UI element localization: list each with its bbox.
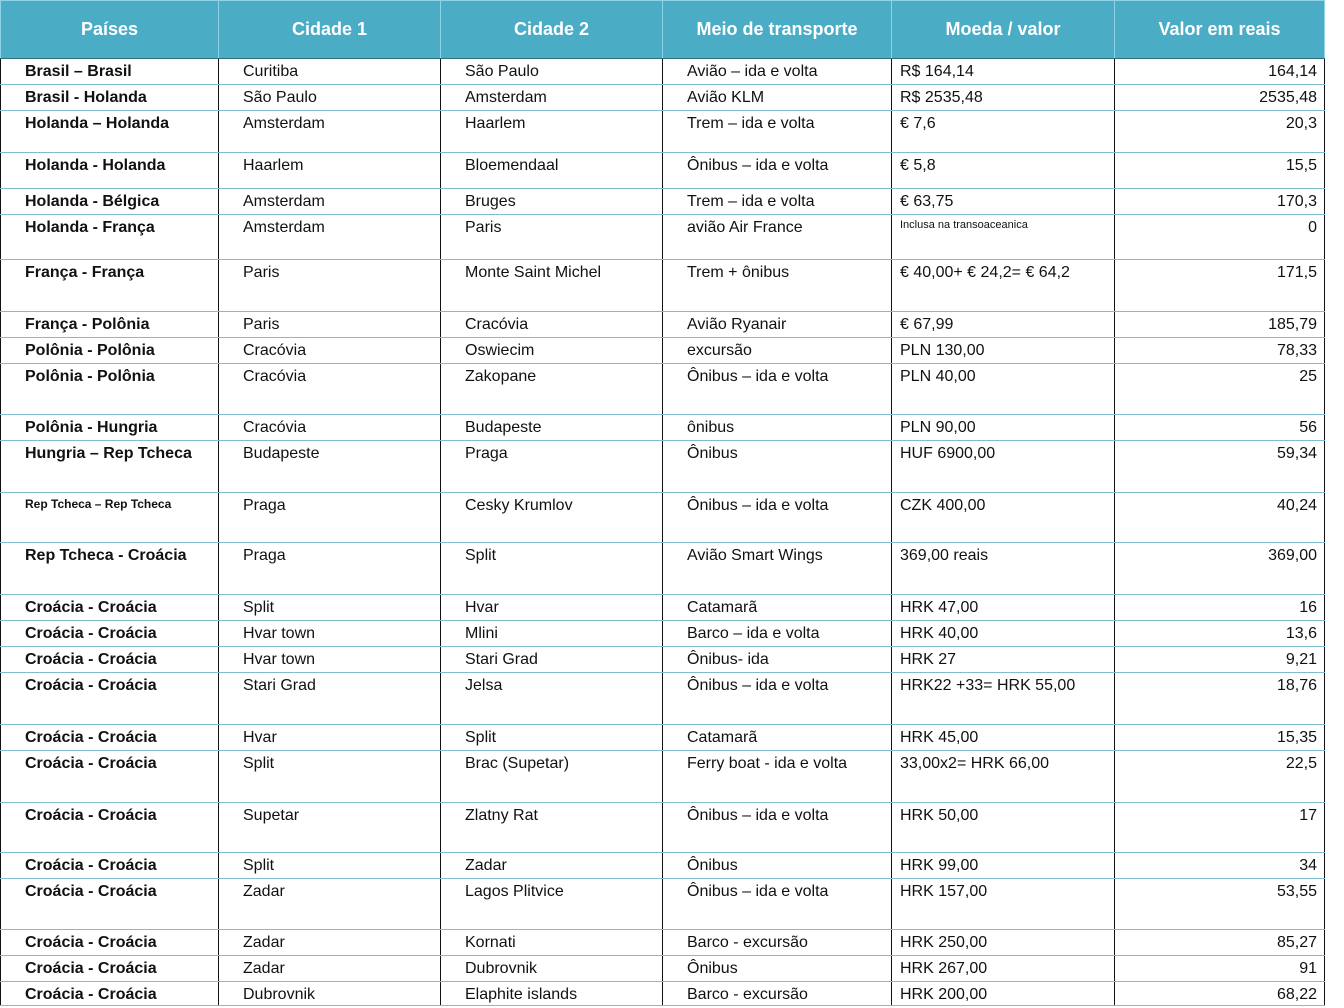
cell-paises: Holanda – Holanda bbox=[1, 111, 219, 153]
cell-moeda-valor: HRK 250,00 bbox=[892, 930, 1115, 956]
cell-valor-em-reais: 15,5 bbox=[1115, 153, 1325, 189]
header-paises: Países bbox=[1, 1, 219, 59]
cell-moeda-valor: PLN 90,00 bbox=[892, 415, 1115, 441]
cell-moeda-valor: € 7,6 bbox=[892, 111, 1115, 153]
table-row bbox=[1, 853, 1325, 879]
cell-meio-de-transporte: Ônibus – ida e volta bbox=[663, 493, 892, 543]
table-row bbox=[1, 725, 1325, 751]
header-row bbox=[1, 1, 1325, 59]
cell-cidade-2: Lagos Plitvice bbox=[441, 879, 663, 930]
header-valor-em-reais: Valor em reais bbox=[1115, 1, 1325, 59]
cell-valor-em-reais: 15,35 bbox=[1115, 725, 1325, 751]
cell-cidade-1: Zadar bbox=[219, 879, 441, 930]
cell-valor-em-reais: 85,27 bbox=[1115, 930, 1325, 956]
table-row bbox=[1, 338, 1325, 364]
cell-paises: Rep Tcheca - Croácia bbox=[1, 543, 219, 595]
cell-cidade-1: Praga bbox=[219, 543, 441, 595]
cell-meio-de-transporte: ônibus bbox=[663, 415, 892, 441]
cell-cidade-1: Cracóvia bbox=[219, 364, 441, 415]
cell-paises: Croácia - Croácia bbox=[1, 725, 219, 751]
cell-cidade-1: Amsterdam bbox=[219, 111, 441, 153]
cell-paises: Polônia - Polônia bbox=[1, 338, 219, 364]
cell-moeda-valor: HRK 27 bbox=[892, 647, 1115, 673]
table-row bbox=[1, 673, 1325, 725]
cell-cidade-2: Monte Saint Michel bbox=[441, 260, 663, 312]
cell-valor-em-reais: 59,34 bbox=[1115, 441, 1325, 493]
cell-cidade-1: Paris bbox=[219, 260, 441, 312]
cell-valor-em-reais: 91 bbox=[1115, 956, 1325, 982]
cell-meio-de-transporte: Avião – ida e volta bbox=[663, 59, 892, 85]
cell-moeda-valor: PLN 130,00 bbox=[892, 338, 1115, 364]
table-header bbox=[1, 1, 1325, 59]
table-row bbox=[1, 441, 1325, 493]
cell-cidade-2: Paris bbox=[441, 215, 663, 260]
cell-meio-de-transporte: Ônibus bbox=[663, 956, 892, 982]
cell-paises: Polônia - Hungria bbox=[1, 415, 219, 441]
cell-moeda-valor: HRK 50,00 bbox=[892, 803, 1115, 853]
table-row bbox=[1, 543, 1325, 595]
cell-paises: Holanda - França bbox=[1, 215, 219, 260]
cell-meio-de-transporte: Ônibus – ida e volta bbox=[663, 879, 892, 930]
cell-moeda-valor: € 63,75 bbox=[892, 189, 1115, 215]
cell-moeda-valor: 369,00 reais bbox=[892, 543, 1115, 595]
cell-paises: Brasil - Holanda bbox=[1, 85, 219, 111]
cell-meio-de-transporte: Avião KLM bbox=[663, 85, 892, 111]
cell-moeda-valor: HRK 99,00 bbox=[892, 853, 1115, 879]
cell-cidade-1: Zadar bbox=[219, 956, 441, 982]
table-row bbox=[1, 956, 1325, 982]
cell-paises: Croácia - Croácia bbox=[1, 956, 219, 982]
cell-meio-de-transporte: Ferry boat - ida e volta bbox=[663, 751, 892, 803]
cell-valor-em-reais: 185,79 bbox=[1115, 312, 1325, 338]
cell-paises: Croácia - Croácia bbox=[1, 930, 219, 956]
cell-moeda-valor: HRK 40,00 bbox=[892, 621, 1115, 647]
cell-cidade-1: Cracóvia bbox=[219, 415, 441, 441]
cell-cidade-2: Haarlem bbox=[441, 111, 663, 153]
cell-valor-em-reais: 0 bbox=[1115, 215, 1325, 260]
cell-valor-em-reais: 78,33 bbox=[1115, 338, 1325, 364]
table-row bbox=[1, 153, 1325, 189]
cell-cidade-2: Zakopane bbox=[441, 364, 663, 415]
cell-paises: Croácia - Croácia bbox=[1, 982, 219, 1006]
table-row bbox=[1, 930, 1325, 956]
table-row bbox=[1, 312, 1325, 338]
cell-valor-em-reais: 164,14 bbox=[1115, 59, 1325, 85]
cell-cidade-2: Split bbox=[441, 725, 663, 751]
cell-meio-de-transporte: Barco - excursão bbox=[663, 930, 892, 956]
cell-meio-de-transporte: Catamarã bbox=[663, 595, 892, 621]
table-row bbox=[1, 215, 1325, 260]
cell-cidade-2: Zadar bbox=[441, 853, 663, 879]
cell-paises: Croácia - Croácia bbox=[1, 673, 219, 725]
cell-meio-de-transporte: Barco – ida e volta bbox=[663, 621, 892, 647]
cell-moeda-valor: HRK 200,00 bbox=[892, 982, 1115, 1006]
table-row bbox=[1, 260, 1325, 312]
cell-meio-de-transporte: Avião Smart Wings bbox=[663, 543, 892, 595]
cell-cidade-2: Budapeste bbox=[441, 415, 663, 441]
cell-cidade-1: Hvar bbox=[219, 725, 441, 751]
cell-paises: Croácia - Croácia bbox=[1, 803, 219, 853]
table-row bbox=[1, 803, 1325, 853]
cell-valor-em-reais: 170,3 bbox=[1115, 189, 1325, 215]
table-row bbox=[1, 982, 1325, 1006]
cell-moeda-valor: HRK 267,00 bbox=[892, 956, 1115, 982]
cell-cidade-2: Jelsa bbox=[441, 673, 663, 725]
cell-valor-em-reais: 2535,48 bbox=[1115, 85, 1325, 111]
cell-moeda-valor: R$ 2535,48 bbox=[892, 85, 1115, 111]
cell-paises: Brasil – Brasil bbox=[1, 59, 219, 85]
table-row bbox=[1, 111, 1325, 153]
table-row bbox=[1, 595, 1325, 621]
cell-cidade-1: Zadar bbox=[219, 930, 441, 956]
cell-valor-em-reais: 13,6 bbox=[1115, 621, 1325, 647]
cell-meio-de-transporte: Ônibus bbox=[663, 853, 892, 879]
cell-cidade-1: Split bbox=[219, 595, 441, 621]
cell-cidade-1: Amsterdam bbox=[219, 189, 441, 215]
table-row bbox=[1, 189, 1325, 215]
cell-valor-em-reais: 20,3 bbox=[1115, 111, 1325, 153]
cell-valor-em-reais: 171,5 bbox=[1115, 260, 1325, 312]
header-cidade-1: Cidade 1 bbox=[219, 1, 441, 59]
cell-cidade-1: Paris bbox=[219, 312, 441, 338]
cell-meio-de-transporte: avião Air France bbox=[663, 215, 892, 260]
cell-meio-de-transporte: Trem + ônibus bbox=[663, 260, 892, 312]
cell-cidade-1: Budapeste bbox=[219, 441, 441, 493]
cell-meio-de-transporte: Trem – ida e volta bbox=[663, 111, 892, 153]
cell-cidade-2: Bloemendaal bbox=[441, 153, 663, 189]
table-row bbox=[1, 751, 1325, 803]
cell-cidade-2: Stari Grad bbox=[441, 647, 663, 673]
cell-valor-em-reais: 17 bbox=[1115, 803, 1325, 853]
cell-paises: Croácia - Croácia bbox=[1, 621, 219, 647]
cell-paises: Croácia - Croácia bbox=[1, 751, 219, 803]
cell-paises: Holanda - Bélgica bbox=[1, 189, 219, 215]
cell-cidade-2: Dubrovnik bbox=[441, 956, 663, 982]
table-row bbox=[1, 415, 1325, 441]
table-row bbox=[1, 879, 1325, 930]
cell-meio-de-transporte: Catamarã bbox=[663, 725, 892, 751]
cell-cidade-1: Supetar bbox=[219, 803, 441, 853]
cell-cidade-2: Mlini bbox=[441, 621, 663, 647]
cell-cidade-1: Hvar town bbox=[219, 647, 441, 673]
cell-meio-de-transporte: Ônibus – ida e volta bbox=[663, 153, 892, 189]
cell-meio-de-transporte: excursão bbox=[663, 338, 892, 364]
cell-valor-em-reais: 40,24 bbox=[1115, 493, 1325, 543]
cell-cidade-2: São Paulo bbox=[441, 59, 663, 85]
cell-moeda-valor: HRK 45,00 bbox=[892, 725, 1115, 751]
cell-cidade-1: Split bbox=[219, 853, 441, 879]
cell-paises: Croácia - Croácia bbox=[1, 879, 219, 930]
cell-paises: Croácia - Croácia bbox=[1, 647, 219, 673]
cell-meio-de-transporte: Barco - excursão bbox=[663, 982, 892, 1006]
cell-cidade-2: Hvar bbox=[441, 595, 663, 621]
cell-meio-de-transporte: Ônibus – ida e volta bbox=[663, 803, 892, 853]
table-row bbox=[1, 621, 1325, 647]
cell-paises: Croácia - Croácia bbox=[1, 853, 219, 879]
cell-cidade-1: Dubrovnik bbox=[219, 982, 441, 1006]
cell-cidade-2: Praga bbox=[441, 441, 663, 493]
cell-valor-em-reais: 16 bbox=[1115, 595, 1325, 621]
cell-moeda-valor: HRK 157,00 bbox=[892, 879, 1115, 930]
cell-valor-em-reais: 9,21 bbox=[1115, 647, 1325, 673]
header-moeda-valor: Moeda / valor bbox=[892, 1, 1115, 59]
cell-cidade-1: Cracóvia bbox=[219, 338, 441, 364]
table-body bbox=[1, 59, 1325, 1006]
cell-moeda-valor: Inclusa na transoaceanica bbox=[892, 215, 1115, 260]
cell-cidade-1: Haarlem bbox=[219, 153, 441, 189]
cell-meio-de-transporte: Ônibus – ida e volta bbox=[663, 673, 892, 725]
cell-valor-em-reais: 25 bbox=[1115, 364, 1325, 415]
cell-moeda-valor: PLN 40,00 bbox=[892, 364, 1115, 415]
cell-moeda-valor: CZK 400,00 bbox=[892, 493, 1115, 543]
cell-paises: França - França bbox=[1, 260, 219, 312]
table-row bbox=[1, 85, 1325, 111]
cell-cidade-1: Hvar town bbox=[219, 621, 441, 647]
cell-cidade-1: São Paulo bbox=[219, 85, 441, 111]
cell-cidade-2: Oswiecim bbox=[441, 338, 663, 364]
cell-cidade-2: Amsterdam bbox=[441, 85, 663, 111]
cell-valor-em-reais: 56 bbox=[1115, 415, 1325, 441]
cell-cidade-2: Cracóvia bbox=[441, 312, 663, 338]
cell-meio-de-transporte: Avião Ryanair bbox=[663, 312, 892, 338]
cell-valor-em-reais: 68,22 bbox=[1115, 982, 1325, 1006]
cell-cidade-2: Zlatny Rat bbox=[441, 803, 663, 853]
cell-cidade-1: Stari Grad bbox=[219, 673, 441, 725]
cell-cidade-2: Kornati bbox=[441, 930, 663, 956]
cell-cidade-1: Curitiba bbox=[219, 59, 441, 85]
cell-cidade-1: Praga bbox=[219, 493, 441, 543]
cell-moeda-valor: 33,00x2= HRK 66,00 bbox=[892, 751, 1115, 803]
cell-valor-em-reais: 53,55 bbox=[1115, 879, 1325, 930]
cell-moeda-valor: HRK22 +33= HRK 55,00 bbox=[892, 673, 1115, 725]
table-row bbox=[1, 364, 1325, 415]
cell-meio-de-transporte: Trem – ida e volta bbox=[663, 189, 892, 215]
table-row bbox=[1, 647, 1325, 673]
cell-moeda-valor: HUF 6900,00 bbox=[892, 441, 1115, 493]
cell-cidade-2: Cesky Krumlov bbox=[441, 493, 663, 543]
cell-meio-de-transporte: Ônibus bbox=[663, 441, 892, 493]
table-row bbox=[1, 59, 1325, 85]
cell-paises: Rep Tcheca – Rep Tcheca bbox=[1, 493, 219, 543]
cell-paises: Polônia - Polônia bbox=[1, 364, 219, 415]
cell-moeda-valor: HRK 47,00 bbox=[892, 595, 1115, 621]
cell-paises: Croácia - Croácia bbox=[1, 595, 219, 621]
cell-moeda-valor: € 40,00+ € 24,2= € 64,2 bbox=[892, 260, 1115, 312]
cell-valor-em-reais: 22,5 bbox=[1115, 751, 1325, 803]
cell-cidade-2: Split bbox=[441, 543, 663, 595]
cell-valor-em-reais: 34 bbox=[1115, 853, 1325, 879]
cell-moeda-valor: € 67,99 bbox=[892, 312, 1115, 338]
cell-paises: Holanda - Holanda bbox=[1, 153, 219, 189]
cell-moeda-valor: R$ 164,14 bbox=[892, 59, 1115, 85]
cell-cidade-2: Bruges bbox=[441, 189, 663, 215]
cell-meio-de-transporte: Ônibus- ida bbox=[663, 647, 892, 673]
cell-meio-de-transporte: Ônibus – ida e volta bbox=[663, 364, 892, 415]
cell-cidade-1: Split bbox=[219, 751, 441, 803]
cell-paises: França - Polônia bbox=[1, 312, 219, 338]
cell-cidade-2: Brac (Supetar) bbox=[441, 751, 663, 803]
cell-cidade-1: Amsterdam bbox=[219, 215, 441, 260]
table-row bbox=[1, 493, 1325, 543]
header-cidade-2: Cidade 2 bbox=[441, 1, 663, 59]
cell-paises: Hungria – Rep Tcheca bbox=[1, 441, 219, 493]
cell-valor-em-reais: 18,76 bbox=[1115, 673, 1325, 725]
cell-cidade-2: Elaphite islands bbox=[441, 982, 663, 1006]
header-meio-de-transporte: Meio de transporte bbox=[663, 1, 892, 59]
cell-moeda-valor: € 5,8 bbox=[892, 153, 1115, 189]
cell-valor-em-reais: 369,00 bbox=[1115, 543, 1325, 595]
